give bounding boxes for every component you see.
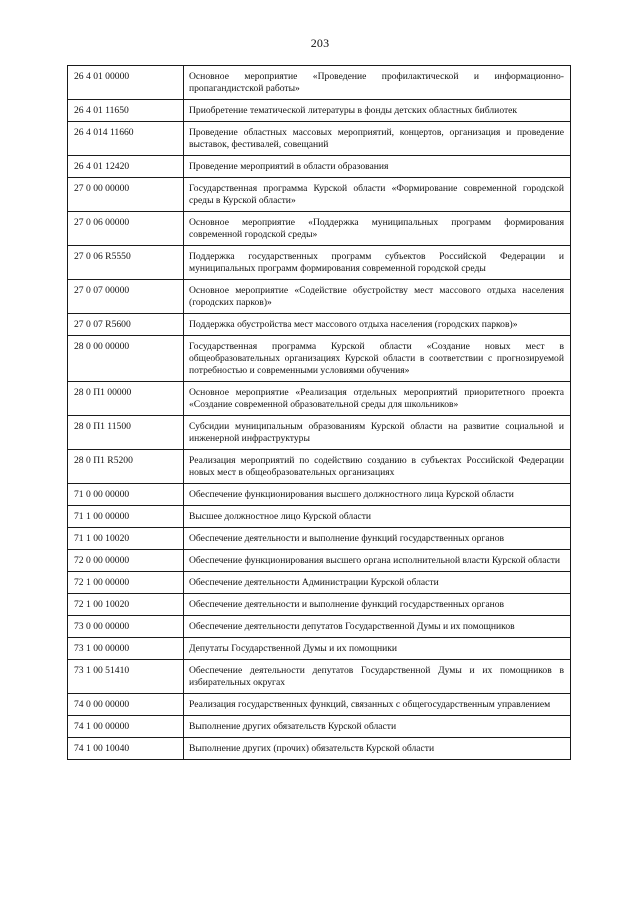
row-name: Выполнение других обязательств Курской области <box>184 716 571 738</box>
row-code: 27 0 07 R5600 <box>68 314 184 336</box>
row-name: Высшее должностное лицо Курской области <box>184 506 571 528</box>
table-row <box>68 212 571 246</box>
row-code: 28 0 П1 11500 <box>68 416 184 450</box>
table-row <box>68 314 571 336</box>
row-name: Реализация государственных функций, связанных с общегосударственным управлением <box>184 694 571 716</box>
row-code: 74 1 00 00000 <box>68 716 184 738</box>
row-name: Проведение областных массовых мероприятий, концертов, организация и проведение выставок, фестивалей, совещаний <box>184 122 571 156</box>
table-row <box>68 100 571 122</box>
row-name: Обеспечение деятельности и выполнение функций государственных органов <box>184 594 571 616</box>
table-row <box>68 738 571 760</box>
table-row <box>68 694 571 716</box>
row-code: 27 0 06 00000 <box>68 212 184 246</box>
row-code: 72 1 00 10020 <box>68 594 184 616</box>
table-row <box>68 716 571 738</box>
row-code: 27 0 06 R5550 <box>68 246 184 280</box>
table-row <box>68 416 571 450</box>
table-row <box>68 382 571 416</box>
row-code: 27 0 00 00000 <box>68 178 184 212</box>
row-name: Обеспечение деятельности депутатов Государственной Думы и их помощников <box>184 616 571 638</box>
row-code: 71 1 00 10020 <box>68 528 184 550</box>
row-code: 26 4 01 12420 <box>68 156 184 178</box>
row-code: 28 0 П1 00000 <box>68 382 184 416</box>
row-name: Выполнение других (прочих) обязательств Курской области <box>184 738 571 760</box>
row-name: Приобретение тематической литературы в фонды детских областных библиотек <box>184 100 571 122</box>
table-row <box>68 484 571 506</box>
row-code: 27 0 07 00000 <box>68 280 184 314</box>
row-name: Обеспечение функционирования высшего органа исполнительной власти Курской области <box>184 550 571 572</box>
row-code: 73 1 00 51410 <box>68 660 184 694</box>
row-code: 73 1 00 00000 <box>68 638 184 660</box>
row-code: 26 4 01 11650 <box>68 100 184 122</box>
row-code: 74 0 00 00000 <box>68 694 184 716</box>
row-code: 26 4 01 00000 <box>68 66 184 100</box>
row-code: 74 1 00 10040 <box>68 738 184 760</box>
row-name: Обеспечение деятельности и выполнение функций государственных органов <box>184 528 571 550</box>
table-row <box>68 550 571 572</box>
row-code: 71 0 00 00000 <box>68 484 184 506</box>
row-name: Обеспечение деятельности Администрации Курской области <box>184 572 571 594</box>
row-name: Поддержка обустройства мест массового отдыха населения (городских парков)» <box>184 314 571 336</box>
budget-codes-table <box>67 65 571 760</box>
row-name: Основное мероприятие «Поддержка муниципальных программ формирования современной городской среды» <box>184 212 571 246</box>
row-name: Поддержка государственных программ субъектов Российской Федерации и муниципальных программ формирования современной городской среды <box>184 246 571 280</box>
table-row <box>68 594 571 616</box>
row-name: Государственная программа Курской области «Формирование современной городской среды в Курской области» <box>184 178 571 212</box>
row-name: Обеспечение деятельности депутатов Государственной Думы и их помощников в избирательных округах <box>184 660 571 694</box>
table-row <box>68 122 571 156</box>
table-row <box>68 616 571 638</box>
row-name: Основное мероприятие «Реализация отдельных мероприятий приоритетного проекта «Создание современной образовательной среды для школьников» <box>184 382 571 416</box>
table-row <box>68 638 571 660</box>
row-code: 26 4 014 11660 <box>68 122 184 156</box>
row-name: Депутаты Государственной Думы и их помощники <box>184 638 571 660</box>
row-name: Основное мероприятие «Проведение профилактической и информационно-пропагандистской работы» <box>184 66 571 100</box>
row-code: 28 0 00 00000 <box>68 336 184 382</box>
row-name: Основное мероприятие «Содействие обустройству мест массового отдыха населения (городских парков)» <box>184 280 571 314</box>
table-row <box>68 66 571 100</box>
table-row <box>68 660 571 694</box>
row-code: 28 0 П1 R5200 <box>68 450 184 484</box>
row-code: 73 0 00 00000 <box>68 616 184 638</box>
table-row <box>68 528 571 550</box>
row-name: Проведение мероприятий в области образования <box>184 156 571 178</box>
page-number: 203 <box>310 36 330 50</box>
table-row <box>68 280 571 314</box>
table-row <box>68 246 571 280</box>
table-row <box>68 156 571 178</box>
table-row <box>68 450 571 484</box>
row-name: Реализация мероприятий по содействию созданию в субъектах Российской Федерации новых мест в общеобразовательных организациях <box>184 450 571 484</box>
row-name: Обеспечение функционирования высшего должностного лица Курской области <box>184 484 571 506</box>
row-name: Субсидии муниципальным образованиям Курской области на развитие социальной и инженерной инфраструктуры <box>184 416 571 450</box>
row-name: Государственная программа Курской области «Создание новых мест в общеобразовательных организациях Курской области в соответствии с прогнозируемой потребностью и современными условиями обучения» <box>184 336 571 382</box>
table-row <box>68 336 571 382</box>
row-code: 72 0 00 00000 <box>68 550 184 572</box>
row-code: 71 1 00 00000 <box>68 506 184 528</box>
row-code: 72 1 00 00000 <box>68 572 184 594</box>
table-row <box>68 178 571 212</box>
table-row <box>68 506 571 528</box>
table-row <box>68 572 571 594</box>
